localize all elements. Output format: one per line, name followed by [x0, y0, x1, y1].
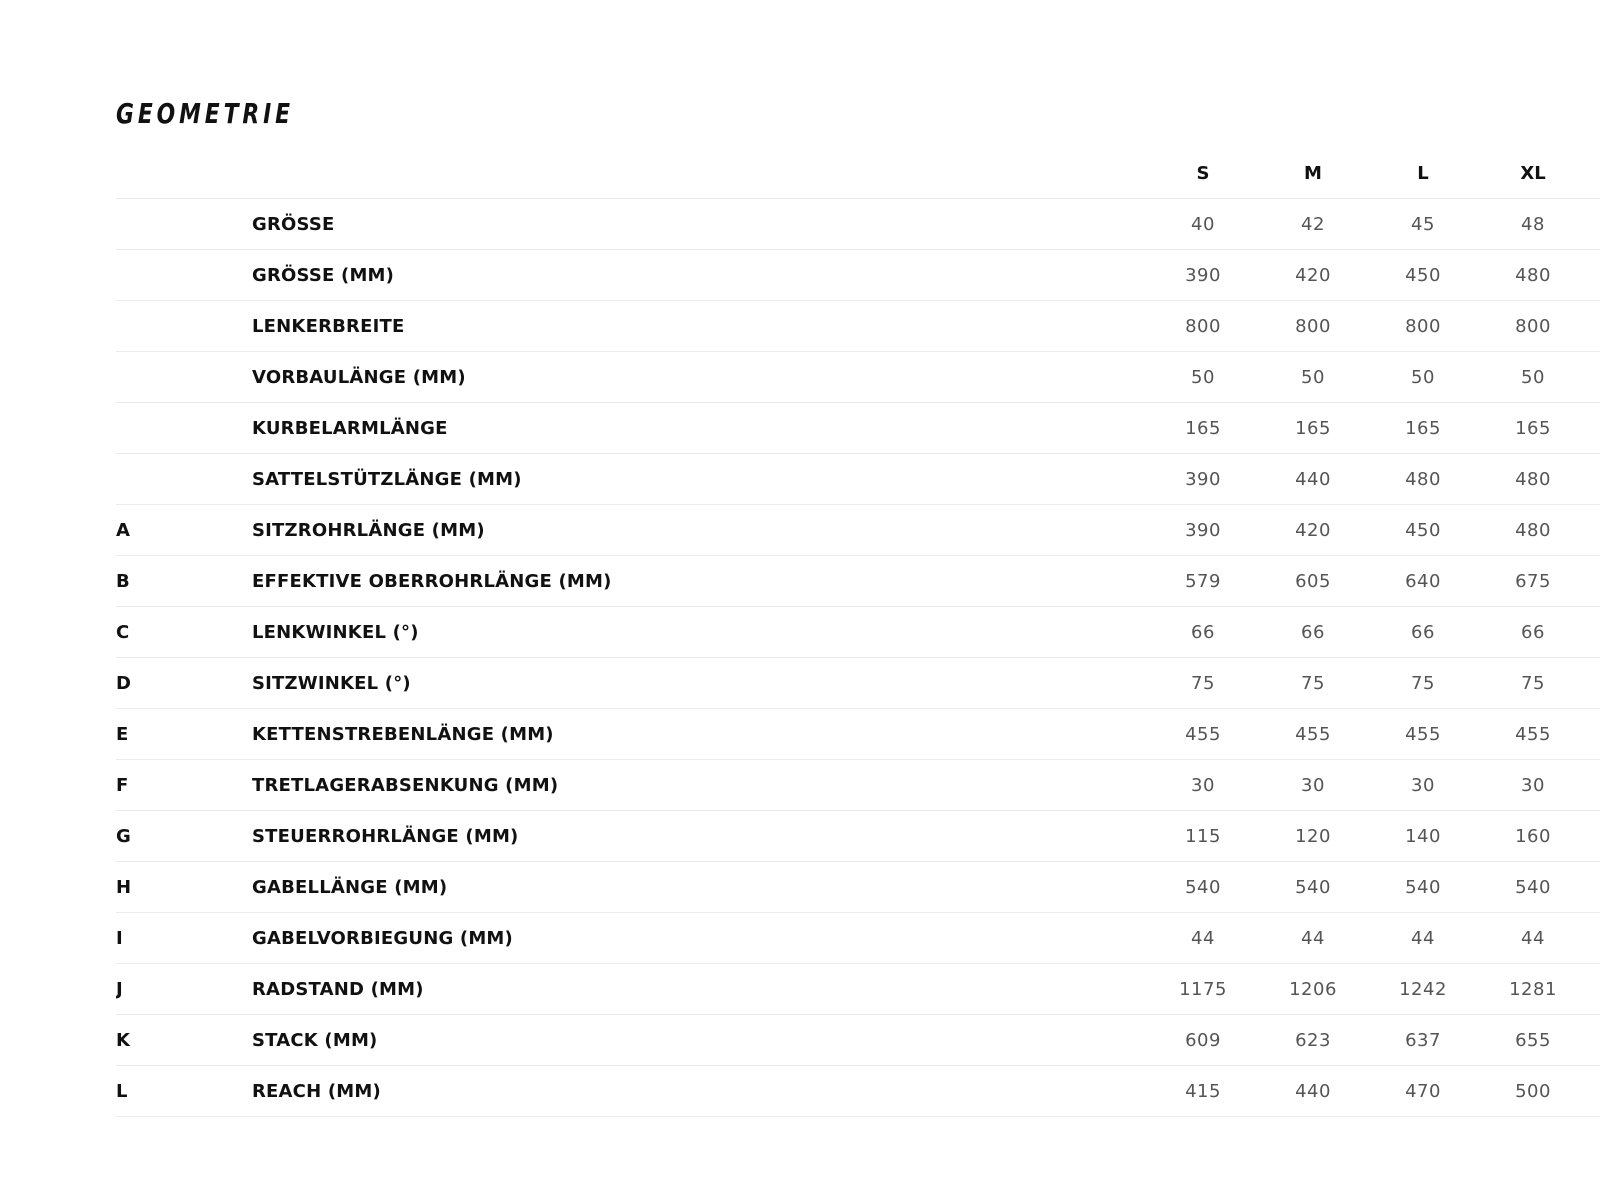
row-pad-cell: [1588, 403, 1600, 454]
row-label: EFFEKTIVE OBERROHRLÄNGE (MM): [252, 556, 1148, 607]
row-value: 420: [1258, 505, 1368, 556]
row-value: 637: [1368, 1015, 1478, 1066]
row-letter: J: [116, 964, 252, 1015]
row-value: 42: [1258, 199, 1368, 250]
table-row: [116, 403, 1600, 454]
row-value: 440: [1258, 1066, 1368, 1117]
row-letter: G: [116, 811, 252, 862]
row-value: 415: [1148, 1066, 1258, 1117]
row-letter: [116, 352, 252, 403]
row-pad-cell: [1588, 658, 1600, 709]
row-value: 605: [1258, 556, 1368, 607]
row-value: 115: [1148, 811, 1258, 862]
table-row: [116, 352, 1600, 403]
table-row: [116, 1015, 1600, 1066]
row-label: SITZWINKEL (°): [252, 658, 1148, 709]
row-value: 500: [1478, 1066, 1588, 1117]
size-header: M: [1258, 148, 1368, 199]
row-value: 75: [1478, 658, 1588, 709]
row-value: 480: [1368, 454, 1478, 505]
row-value: 40: [1148, 199, 1258, 250]
row-value: 66: [1368, 607, 1478, 658]
row-label: LENKERBREITE: [252, 301, 1148, 352]
row-value: 44: [1258, 913, 1368, 964]
row-value: 50: [1258, 352, 1368, 403]
row-label: SATTELSTÜTZLÄNGE (MM): [252, 454, 1148, 505]
row-value: 455: [1478, 709, 1588, 760]
row-label: GABELLÄNGE (MM): [252, 862, 1148, 913]
row-letter: [116, 301, 252, 352]
row-pad-cell: [1588, 1066, 1600, 1117]
row-letter: E: [116, 709, 252, 760]
row-value: 390: [1148, 250, 1258, 301]
row-value: 470: [1368, 1066, 1478, 1117]
row-pad-cell: [1588, 301, 1600, 352]
row-pad-cell: [1588, 607, 1600, 658]
row-pad-cell: [1588, 556, 1600, 607]
row-value: 75: [1368, 658, 1478, 709]
row-value: 640: [1368, 556, 1478, 607]
row-letter: [116, 199, 252, 250]
table-row: [116, 607, 1600, 658]
row-pad-cell: [1588, 454, 1600, 505]
row-pad-cell: [1588, 811, 1600, 862]
row-value: 480: [1478, 250, 1588, 301]
row-value: 75: [1258, 658, 1368, 709]
table-row: [116, 658, 1600, 709]
row-letter: B: [116, 556, 252, 607]
row-value: 30: [1148, 760, 1258, 811]
row-letter: K: [116, 1015, 252, 1066]
row-value: 455: [1148, 709, 1258, 760]
row-value: 165: [1258, 403, 1368, 454]
row-pad-cell: [1588, 964, 1600, 1015]
row-label: KETTENSTREBENLÄNGE (MM): [252, 709, 1148, 760]
row-label: KURBELARMLÄNGE: [252, 403, 1148, 454]
row-value: 800: [1258, 301, 1368, 352]
row-value: 50: [1478, 352, 1588, 403]
table-row: [116, 811, 1600, 862]
size-header: L: [1368, 148, 1478, 199]
row-value: 450: [1368, 505, 1478, 556]
row-pad-cell: [1588, 250, 1600, 301]
row-pad-cell: [1588, 1015, 1600, 1066]
row-value: 1206: [1258, 964, 1368, 1015]
row-label: GRÖSSE: [252, 199, 1148, 250]
row-value: 450: [1368, 250, 1478, 301]
row-value: 30: [1368, 760, 1478, 811]
row-label: REACH (MM): [252, 1066, 1148, 1117]
row-value: 45: [1368, 199, 1478, 250]
row-value: 50: [1148, 352, 1258, 403]
row-value: 800: [1478, 301, 1588, 352]
row-value: 800: [1148, 301, 1258, 352]
row-letter: D: [116, 658, 252, 709]
row-letter: I: [116, 913, 252, 964]
table-row: [116, 301, 1600, 352]
row-value: 66: [1148, 607, 1258, 658]
row-label: GABELVORBIEGUNG (MM): [252, 913, 1148, 964]
row-value: 390: [1148, 454, 1258, 505]
row-label: STEUERROHRLÄNGE (MM): [252, 811, 1148, 862]
row-letter: [116, 454, 252, 505]
row-value: 390: [1148, 505, 1258, 556]
row-value: 540: [1148, 862, 1258, 913]
row-value: 165: [1368, 403, 1478, 454]
row-letter: C: [116, 607, 252, 658]
row-letter: A: [116, 505, 252, 556]
row-value: 1175: [1148, 964, 1258, 1015]
row-value: 160: [1478, 811, 1588, 862]
row-value: 165: [1148, 403, 1258, 454]
row-pad-cell: [1588, 709, 1600, 760]
row-value: 140: [1368, 811, 1478, 862]
table-row: [116, 862, 1600, 913]
row-value: 440: [1258, 454, 1368, 505]
row-pad-cell: [1588, 862, 1600, 913]
table-row: [116, 454, 1600, 505]
row-value: 44: [1478, 913, 1588, 964]
row-letter: [116, 403, 252, 454]
row-value: 540: [1478, 862, 1588, 913]
table-row: [116, 250, 1600, 301]
table-row: [116, 913, 1600, 964]
row-value: 66: [1478, 607, 1588, 658]
row-letter: H: [116, 862, 252, 913]
table-row: [116, 505, 1600, 556]
table-row: [116, 556, 1600, 607]
row-value: 75: [1148, 658, 1258, 709]
row-value: 30: [1478, 760, 1588, 811]
table-row: [116, 1066, 1600, 1117]
row-value: 480: [1478, 454, 1588, 505]
geometry-table-body: [116, 199, 1600, 1117]
row-value: 50: [1368, 352, 1478, 403]
row-value: 800: [1368, 301, 1478, 352]
row-pad-cell: [1588, 505, 1600, 556]
header-pad-cell: [1588, 148, 1600, 199]
row-value: 1242: [1368, 964, 1478, 1015]
row-label: RADSTAND (MM): [252, 964, 1148, 1015]
header-label-cell: [252, 148, 1148, 199]
row-label: GRÖSSE (MM): [252, 250, 1148, 301]
row-label: TRETLAGERABSENKUNG (MM): [252, 760, 1148, 811]
row-value: 1281: [1478, 964, 1588, 1015]
row-pad-cell: [1588, 760, 1600, 811]
size-header: XL: [1478, 148, 1588, 199]
table-row: [116, 760, 1600, 811]
row-value: 455: [1368, 709, 1478, 760]
row-value: 455: [1258, 709, 1368, 760]
row-pad-cell: [1588, 352, 1600, 403]
row-pad-cell: [1588, 199, 1600, 250]
row-value: 540: [1368, 862, 1478, 913]
row-value: 623: [1258, 1015, 1368, 1066]
row-value: 48: [1478, 199, 1588, 250]
row-value: 675: [1478, 556, 1588, 607]
size-header: S: [1148, 148, 1258, 199]
table-row: [116, 199, 1600, 250]
table-header-row: [116, 148, 1600, 199]
row-value: 120: [1258, 811, 1368, 862]
row-pad-cell: [1588, 913, 1600, 964]
table-row: [116, 964, 1600, 1015]
row-value: 165: [1478, 403, 1588, 454]
row-letter: F: [116, 760, 252, 811]
row-value: 480: [1478, 505, 1588, 556]
row-label: STACK (MM): [252, 1015, 1148, 1066]
row-value: 655: [1478, 1015, 1588, 1066]
page-title: GEOMETRIE: [116, 97, 294, 130]
table-row: [116, 709, 1600, 760]
row-value: 579: [1148, 556, 1258, 607]
row-value: 420: [1258, 250, 1368, 301]
row-value: 30: [1258, 760, 1368, 811]
row-value: 44: [1368, 913, 1478, 964]
row-label: SITZROHRLÄNGE (MM): [252, 505, 1148, 556]
geometry-table: [116, 148, 1600, 1117]
row-letter: [116, 250, 252, 301]
header-letter-cell: [116, 148, 252, 199]
row-letter: L: [116, 1066, 252, 1117]
row-label: LENKWINKEL (°): [252, 607, 1148, 658]
row-value: 609: [1148, 1015, 1258, 1066]
row-value: 44: [1148, 913, 1258, 964]
row-value: 66: [1258, 607, 1368, 658]
row-value: 540: [1258, 862, 1368, 913]
row-label: VORBAULÄNGE (MM): [252, 352, 1148, 403]
